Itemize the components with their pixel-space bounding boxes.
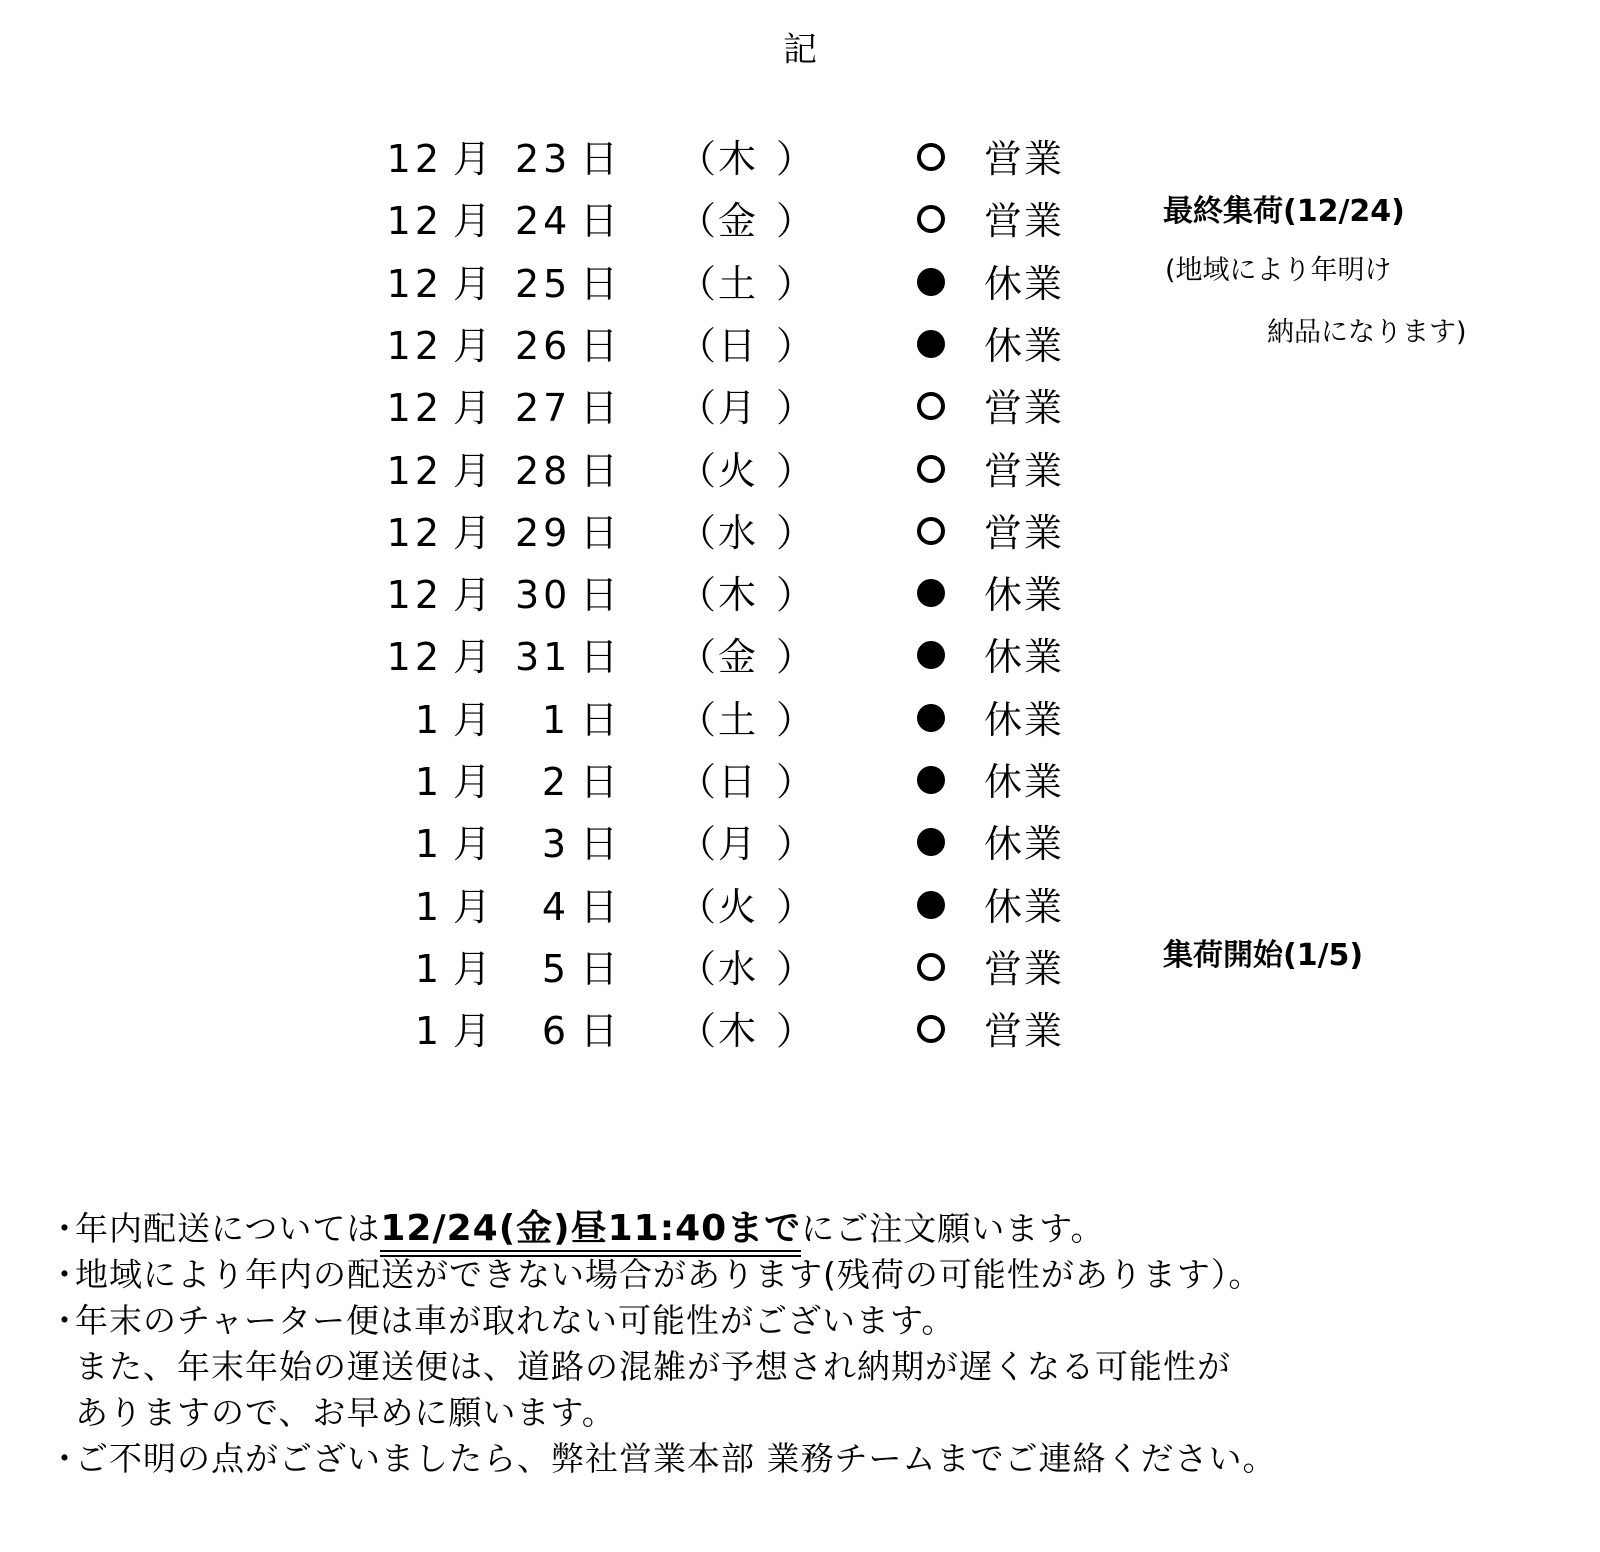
filled-circle-icon	[917, 641, 945, 669]
close-paren: ）	[776, 324, 815, 368]
close-paren: ）	[776, 386, 815, 430]
weekday-label: 金	[718, 635, 757, 679]
close-paren: ）	[776, 947, 815, 991]
month-number: 1	[414, 822, 443, 866]
open-circle-icon	[917, 455, 945, 483]
day-number: 24	[515, 199, 572, 243]
weekday-label: 水	[718, 511, 757, 555]
month-unit: 月	[453, 386, 492, 430]
business-status: 休業	[984, 324, 1065, 368]
month-number: 1	[414, 1009, 443, 1053]
close-paren: ）	[776, 760, 815, 804]
open-paren: （	[678, 573, 717, 617]
open-circle-icon	[917, 392, 945, 420]
weekday-label: 火	[718, 885, 757, 929]
open-circle-icon	[917, 143, 945, 171]
business-status: 休業	[984, 885, 1065, 929]
day-number: 6	[541, 1009, 570, 1053]
weekday-label: 日	[718, 760, 757, 804]
schedule-row	[0, 377, 1600, 439]
month-number: 12	[386, 511, 443, 555]
close-paren: ）	[776, 822, 815, 866]
open-paren: （	[678, 262, 717, 306]
day-unit: 日	[580, 947, 619, 991]
business-status: 休業	[984, 822, 1065, 866]
bullet-mark: ・	[48, 1255, 81, 1294]
month-unit: 月	[453, 573, 492, 617]
schedule-row	[0, 502, 1600, 564]
schedule-row	[0, 1000, 1600, 1062]
schedule-row	[0, 564, 1600, 626]
filled-circle-icon	[917, 579, 945, 607]
close-paren: ）	[776, 1009, 815, 1053]
month-unit: 月	[453, 449, 492, 493]
business-status: 休業	[984, 760, 1065, 804]
month-number: 1	[414, 885, 443, 929]
notice-text-after: にご注文願います。	[801, 1209, 1105, 1248]
close-paren: ）	[776, 449, 815, 493]
weekday-label: 水	[718, 947, 757, 991]
month-number: 1	[414, 947, 443, 991]
weekday-label: 月	[718, 386, 757, 430]
notice-item-contact	[48, 1436, 1548, 1482]
close-paren: ）	[776, 885, 815, 929]
notice-text: ご不明の点がございましたら、弊社営業本部 業務チームまでご連絡ください。	[75, 1439, 1277, 1478]
day-unit: 日	[580, 698, 619, 742]
weekday-label: 火	[718, 449, 757, 493]
month-unit: 月	[453, 324, 492, 368]
day-unit: 日	[580, 760, 619, 804]
month-number: 12	[386, 573, 443, 617]
schedule-row	[0, 751, 1600, 813]
month-unit: 月	[453, 947, 492, 991]
open-paren: （	[678, 199, 717, 243]
day-unit: 日	[580, 199, 619, 243]
region-note-line-2: 納品になります)	[1267, 317, 1467, 348]
pickup-start-note: 集荷開始(1/5)	[1163, 938, 1364, 973]
schedule-row	[0, 876, 1600, 938]
day-unit: 日	[580, 511, 619, 555]
open-paren: （	[678, 137, 717, 181]
open-paren: （	[678, 449, 717, 493]
open-circle-icon	[917, 517, 945, 545]
open-circle-icon	[917, 953, 945, 981]
month-unit: 月	[453, 698, 492, 742]
open-paren: （	[678, 386, 717, 430]
notice-text: また、年末年始の運送便は、道路の混雑が予想され納期が遅くなる可能性が	[75, 1347, 1231, 1386]
weekday-label: 土	[718, 698, 757, 742]
month-number: 1	[414, 760, 443, 804]
weekday-label: 木	[718, 137, 757, 181]
business-status: 休業	[984, 635, 1065, 679]
month-number: 12	[386, 137, 443, 181]
business-status: 営業	[984, 1009, 1065, 1053]
close-paren: ）	[776, 573, 815, 617]
day-unit: 日	[580, 449, 619, 493]
month-unit: 月	[453, 1009, 492, 1053]
day-number: 29	[515, 511, 572, 555]
close-paren: ）	[776, 635, 815, 679]
bullet-mark: ・	[48, 1301, 81, 1340]
weekday-label: 木	[718, 1009, 757, 1053]
notice-item-year-end-delivery	[48, 1206, 1548, 1252]
filled-circle-icon	[917, 891, 945, 919]
day-unit: 日	[580, 324, 619, 368]
schedule-row	[0, 813, 1600, 875]
business-status: 営業	[984, 947, 1065, 991]
month-unit: 月	[453, 199, 492, 243]
month-unit: 月	[453, 137, 492, 181]
business-status: 営業	[984, 386, 1065, 430]
open-circle-icon	[917, 1015, 945, 1043]
day-number: 25	[515, 262, 572, 306]
weekday-label: 土	[718, 262, 757, 306]
day-number: 2	[541, 760, 570, 804]
schedule-row	[0, 689, 1600, 751]
open-paren: （	[678, 947, 717, 991]
day-unit: 日	[580, 386, 619, 430]
day-number: 26	[515, 324, 572, 368]
open-paren: （	[678, 511, 717, 555]
month-number: 12	[386, 386, 443, 430]
notice-list	[48, 1206, 1548, 1482]
open-paren: （	[678, 885, 717, 929]
close-paren: ）	[776, 698, 815, 742]
notice-item-region	[48, 1252, 1548, 1298]
business-status: 休業	[984, 573, 1065, 617]
open-circle-icon	[917, 205, 945, 233]
notice-text: 年末のチャーター便は車が取れない可能性がございます。	[75, 1301, 956, 1340]
business-status: 営業	[984, 511, 1065, 555]
weekday-label: 日	[718, 324, 757, 368]
business-status: 休業	[984, 262, 1065, 306]
day-unit: 日	[580, 1009, 619, 1053]
day-number: 4	[541, 885, 570, 929]
bullet-mark: ・	[48, 1439, 81, 1478]
month-unit: 月	[453, 511, 492, 555]
notice-text-before: 年内配送については	[75, 1209, 381, 1248]
month-number: 1	[414, 698, 443, 742]
filled-circle-icon	[917, 268, 945, 296]
notice-text: ありますので、お早めに願います。	[75, 1393, 616, 1432]
open-paren: （	[678, 324, 717, 368]
day-number: 5	[541, 947, 570, 991]
filled-circle-icon	[917, 828, 945, 856]
day-unit: 日	[580, 262, 619, 306]
schedule-row	[0, 626, 1600, 688]
schedule-row	[0, 440, 1600, 502]
close-paren: ）	[776, 199, 815, 243]
document-heading: 記	[783, 30, 817, 70]
bullet-mark: ・	[48, 1209, 81, 1248]
filled-circle-icon	[917, 704, 945, 732]
business-status: 休業	[984, 698, 1065, 742]
weekday-label: 月	[718, 822, 757, 866]
open-paren: （	[678, 822, 717, 866]
filled-circle-icon	[917, 766, 945, 794]
business-status: 営業	[984, 449, 1065, 493]
day-unit: 日	[580, 573, 619, 617]
day-number: 1	[541, 698, 570, 742]
order-deadline-emphasis: 12/24(金)昼11:40まで	[380, 1208, 801, 1257]
month-number: 12	[386, 262, 443, 306]
month-unit: 月	[453, 262, 492, 306]
day-number: 27	[515, 386, 572, 430]
day-number: 31	[515, 635, 572, 679]
month-number: 12	[386, 324, 443, 368]
open-paren: （	[678, 698, 717, 742]
open-paren: （	[678, 760, 717, 804]
day-unit: 日	[580, 822, 619, 866]
close-paren: ）	[776, 511, 815, 555]
month-unit: 月	[453, 635, 492, 679]
month-number: 12	[386, 635, 443, 679]
notice-text: 地域により年内の配送ができない場合があります(残荷の可能性があります）。	[75, 1255, 1263, 1294]
day-unit: 日	[580, 635, 619, 679]
month-unit: 月	[453, 885, 492, 929]
day-number: 3	[541, 822, 570, 866]
business-status: 営業	[984, 199, 1065, 243]
weekday-label: 木	[718, 573, 757, 617]
open-paren: （	[678, 1009, 717, 1053]
notice-item-charter-continued	[48, 1344, 1548, 1390]
notice-item-charter-continued	[48, 1390, 1548, 1436]
notice-item-charter	[48, 1298, 1548, 1344]
filled-circle-icon	[917, 330, 945, 358]
close-paren: ）	[776, 137, 815, 181]
open-paren: （	[678, 635, 717, 679]
weekday-label: 金	[718, 199, 757, 243]
month-number: 12	[386, 199, 443, 243]
last-pickup-note: 最終集荷(12/24)	[1163, 194, 1405, 229]
business-status: 営業	[984, 137, 1065, 181]
day-number: 23	[515, 137, 572, 181]
region-note-line-1: (地域により年明け	[1165, 255, 1392, 286]
month-number: 12	[386, 449, 443, 493]
schedule-row	[0, 128, 1600, 190]
day-unit: 日	[580, 885, 619, 929]
notice-text	[75, 1206, 1105, 1252]
day-number: 30	[515, 573, 572, 617]
month-unit: 月	[453, 822, 492, 866]
close-paren: ）	[776, 262, 815, 306]
day-number: 28	[515, 449, 572, 493]
month-unit: 月	[453, 760, 492, 804]
day-unit: 日	[580, 137, 619, 181]
